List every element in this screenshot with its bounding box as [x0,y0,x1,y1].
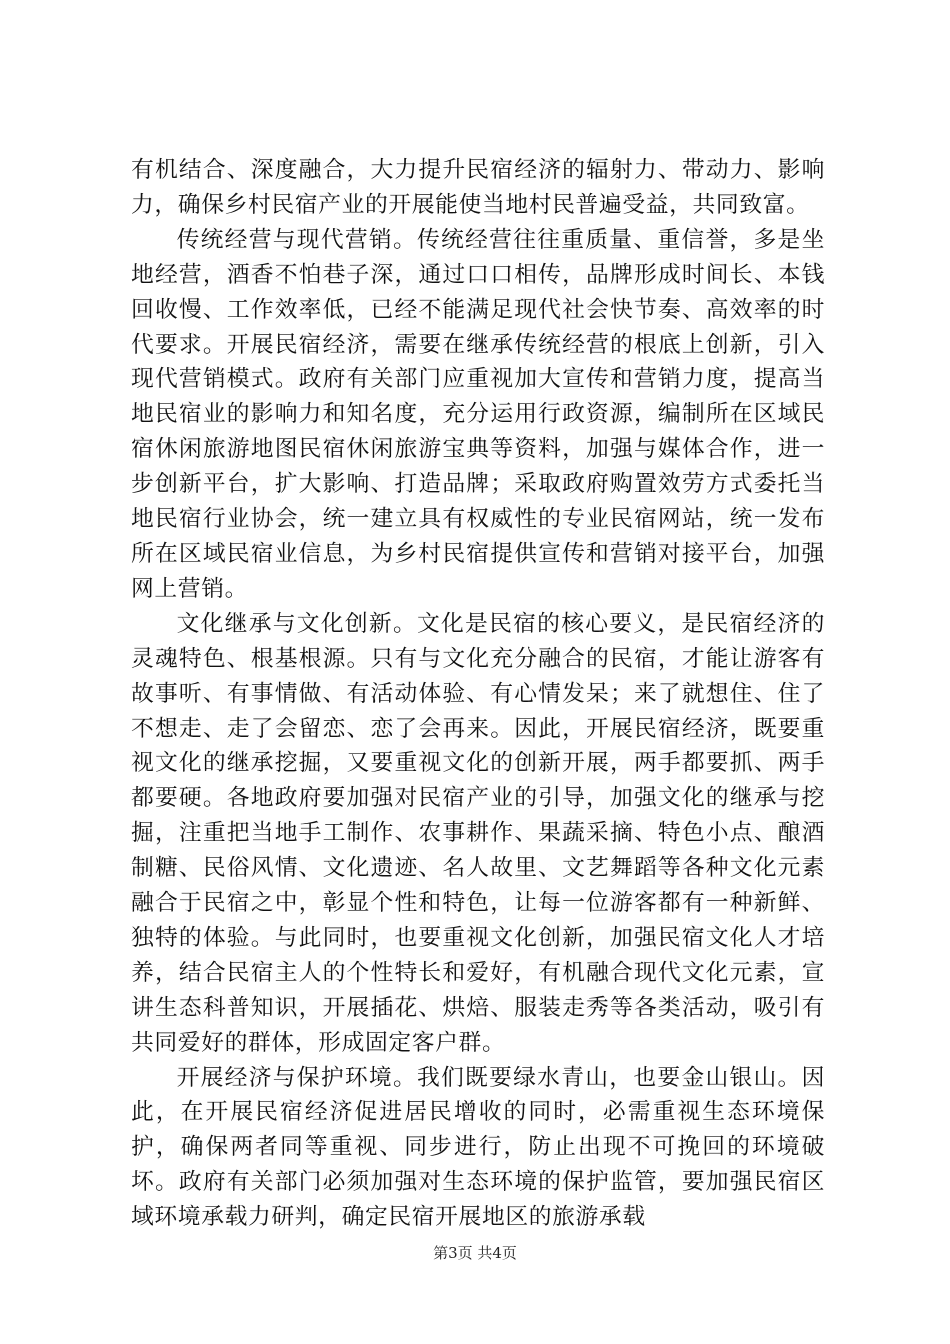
paragraph-environment: 开展经济与保护环境。我们既要绿水青山，也要金山银山。因此，在开展民宿经济促进居民增收的同时，必需重视生态环境保护，确保两者同等重视、同步进行，防止出现不可挽回的环境破坏。政府有关部门必须加强对生态环境的保护监管，要加强民宿区域环境承载力研判，确定民宿开展地区的旅游承载 [131,1064,825,1231]
body-text [131,153,825,1235]
paragraph-continuation: 有机结合、深度融合，大力提升民宿经济的辐射力、带动力、影响力，确保乡村民宿产业的开展能使当地村民普遍受益，共同致富。 [131,157,825,218]
paragraph-traditional-marketing: 传统经营与现代营销。传统经营往往重质量、重信誉，多是坐地经营，酒香不怕巷子深，通过口口相传，品牌形成时间长、本钱回收慢、工作效率低，已经不能满足现代社会快节奏、高效率的时代要求。开展民宿经济，需要在继承传统经营的根底上创新，引入现代营销模式。政府有关部门应重视加大宣传和营销力度，提高当地民宿业的影响力和知名度，充分运用行政资源，编制所在区域民宿休闲旅游地图民宿休闲旅游宝典等资料，加强与媒体合作，进一步创新平台，扩大影响、打造品牌；采取政府购置效劳方式委托当地民宿行业协会，统一建立具有权威性的专业民宿网站，统一发布所在区域民宿业信息，为乡村民宿提供宣传和营销对接平台，加强网上营销。 [131,226,825,602]
paragraph-culture: 文化继承与文化创新。文化是民宿的核心要义，是民宿经济的灵魂特色、根基根源。只有与文化充分融合的民宿，才能让游客有故事听、有事情做、有活动体验、有心情发呆；来了就想住、住了不想走、走了会留恋、恋了会再来。因此，开展民宿经济，既要重视文化的继承挖掘，又要重视文化的创新开展，两手都要抓、两手都要硬。各地政府要加强对民宿产业的引导，加强文化的继承与挖掘，注重把当地手工制作、农事耕作、果蔬采摘、特色小点、酿酒制糖、民俗风情、文化遗迹、名人故里、文艺舞蹈等各种文化元素融合于民宿之中，彰显个性和特色，让每一位游客都有一种新鲜、独特的体验。与此同时，也要重视文化创新，加强民宿文化人才培养，结合民宿主人的个性特长和爱好，有机融合现代文化元素，宣讲生态科普知识，开展插花、烘焙、服装走秀等各类活动，吸引有共同爱好的群体，形成固定客户群。 [131,610,825,1056]
page-footer: 第3页 共4页 [433,1244,517,1262]
